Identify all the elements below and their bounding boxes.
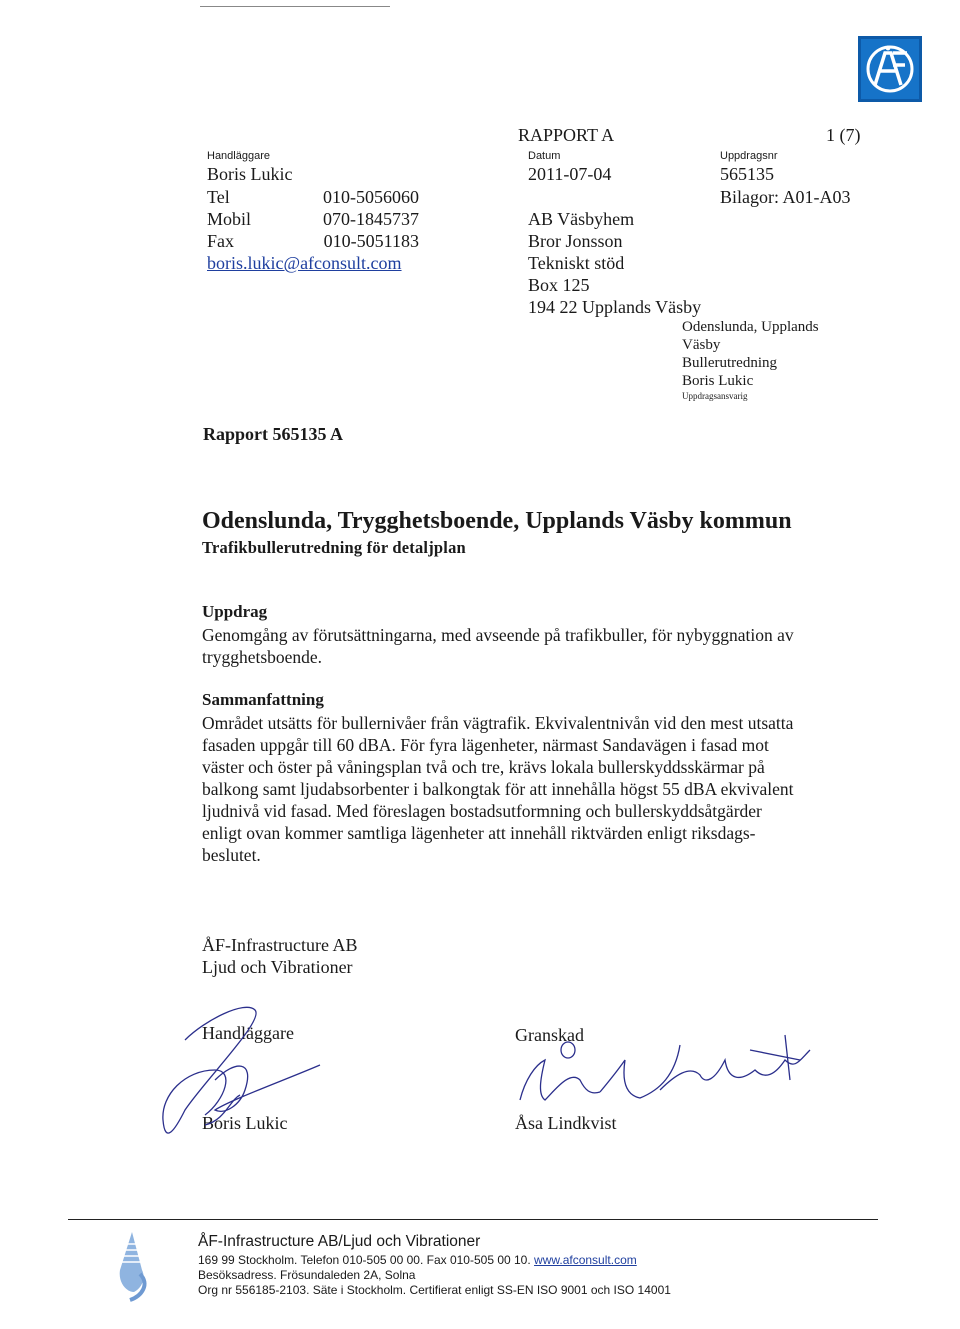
footer-website-link[interactable]: www.afconsult.com (534, 1253, 637, 1267)
subtitle: Trafikbullerutredning för detaljplan (202, 538, 466, 557)
body-line: ljudnivå vid fasad. Med föreslagen bostadsutformning och bullerskyddsåtgärder (202, 801, 762, 821)
body-line: Området utsätts för bullernivåer från vägtrafik. Ekvivalentnivån vid den mest utsatta (202, 713, 794, 733)
signature-right-name: Åsa Lindkvist (515, 1113, 617, 1133)
project-info (682, 318, 819, 402)
assignment-number: 565135 (720, 164, 774, 184)
assignment-label: Uppdragsnr (720, 150, 778, 162)
date-value: 2011-07-04 (528, 164, 612, 184)
handler-label: Handläggare (207, 150, 270, 162)
contact-value: 070-1845737 (323, 209, 419, 229)
project-line: Bullerutredning (682, 355, 777, 371)
contact-row-fax (207, 230, 419, 252)
recipient-address (528, 208, 701, 318)
af-logo-emblem-icon (861, 39, 919, 99)
recipient-line: AB Väsbyhem (528, 209, 635, 229)
uppdrag-text (202, 624, 882, 668)
recipient-line: Tekniskt stöd (528, 253, 625, 273)
contact-label: Fax (207, 231, 234, 251)
footer-org: Org nr 556185-2103. Säte i Stockholm. Certifierat enligt SS-EN ISO 9001 och ISO 14001 (198, 1283, 671, 1297)
body-line: väster och öster på våningsplan två och tre, krävs lokala bullerskyddsskärmar på (202, 757, 765, 777)
uppdrag-heading: Uppdrag (202, 602, 268, 621)
page-number: 1 (7) (826, 125, 861, 145)
signature-right-label: Granskad (515, 1025, 584, 1045)
body-line: balkong samt ljudabsorbenter i balkongtak för att innehålla högst 55 dBA ekvivalent (202, 779, 794, 799)
body-line: fasaden uppgår till 60 dBA. För fyra lägenheter, närmast Sandavägen i fasad mot (202, 735, 769, 755)
signature-left-handwriting (145, 1000, 325, 1150)
contact-row-mobil (207, 208, 419, 230)
main-title: Odenslunda, Trygghetsboende, Upplands Väsby kommun (202, 508, 792, 534)
footer-address-text: 169 99 Stockholm. Telefon 010-505 00 00. Fax 010-505 00 10. (198, 1253, 531, 1267)
responsible-label: Uppdragsansvarig (682, 391, 748, 401)
report-title: RAPPORT A (518, 125, 615, 145)
company-block (202, 934, 357, 978)
footer-rule (68, 1219, 878, 1220)
summary-heading: Sammanfattning (202, 690, 324, 709)
project-line: Boris Lukic (682, 373, 754, 389)
contact-value: 010-5056060 (323, 187, 419, 207)
contact-value: 010-5051183 (323, 231, 419, 251)
af-logo (858, 36, 922, 102)
report-id: Rapport 565135 A (203, 424, 344, 444)
signature-left-label: Handläggare (202, 1023, 294, 1043)
attachments: Bilagor: A01-A03 (720, 187, 851, 207)
contact-list (207, 186, 419, 274)
body-line: Genomgång av förutsättningarna, med avseende på trafikbuller, för nybyggnation av (202, 625, 794, 645)
body-line: beslutet. (202, 845, 261, 865)
top-rule (200, 6, 390, 7)
signature-left-name: Boris Lukic (202, 1113, 288, 1133)
handler-name: Boris Lukic (207, 164, 293, 184)
contact-label: Tel (207, 187, 230, 207)
recipient-line: 194 22 Upplands Väsby (528, 297, 702, 317)
contact-label: Mobil (207, 209, 252, 229)
email-link[interactable]: boris.lukic@afconsult.com (207, 253, 402, 273)
footer-address (198, 1253, 637, 1268)
body-line: trygghetsboende. (202, 647, 323, 667)
project-line: Väsby (682, 337, 721, 353)
company-department: Ljud och Vibrationer (202, 957, 353, 977)
body-line: enligt ovan kommer samtliga lägenheter att innehåll riktvärden enligt riksdags- (202, 823, 756, 843)
contact-row-tel (207, 186, 419, 208)
footer-visit: Besöksadress. Frösundaleden 2A, Solna (198, 1268, 416, 1282)
shell-logo-icon (112, 1230, 152, 1302)
recipient-line: Bror Jonsson (528, 231, 623, 251)
date-label: Datum (528, 150, 561, 162)
footer-company: ÅF-Infrastructure AB/Ljud och Vibrationer (198, 1233, 481, 1250)
signature-right-handwriting (500, 1020, 820, 1115)
recipient-line: Box 125 (528, 275, 590, 295)
project-line: Odenslunda, Upplands (682, 319, 819, 335)
company-name: ÅF-Infrastructure AB (202, 935, 358, 955)
summary-text (202, 712, 902, 866)
